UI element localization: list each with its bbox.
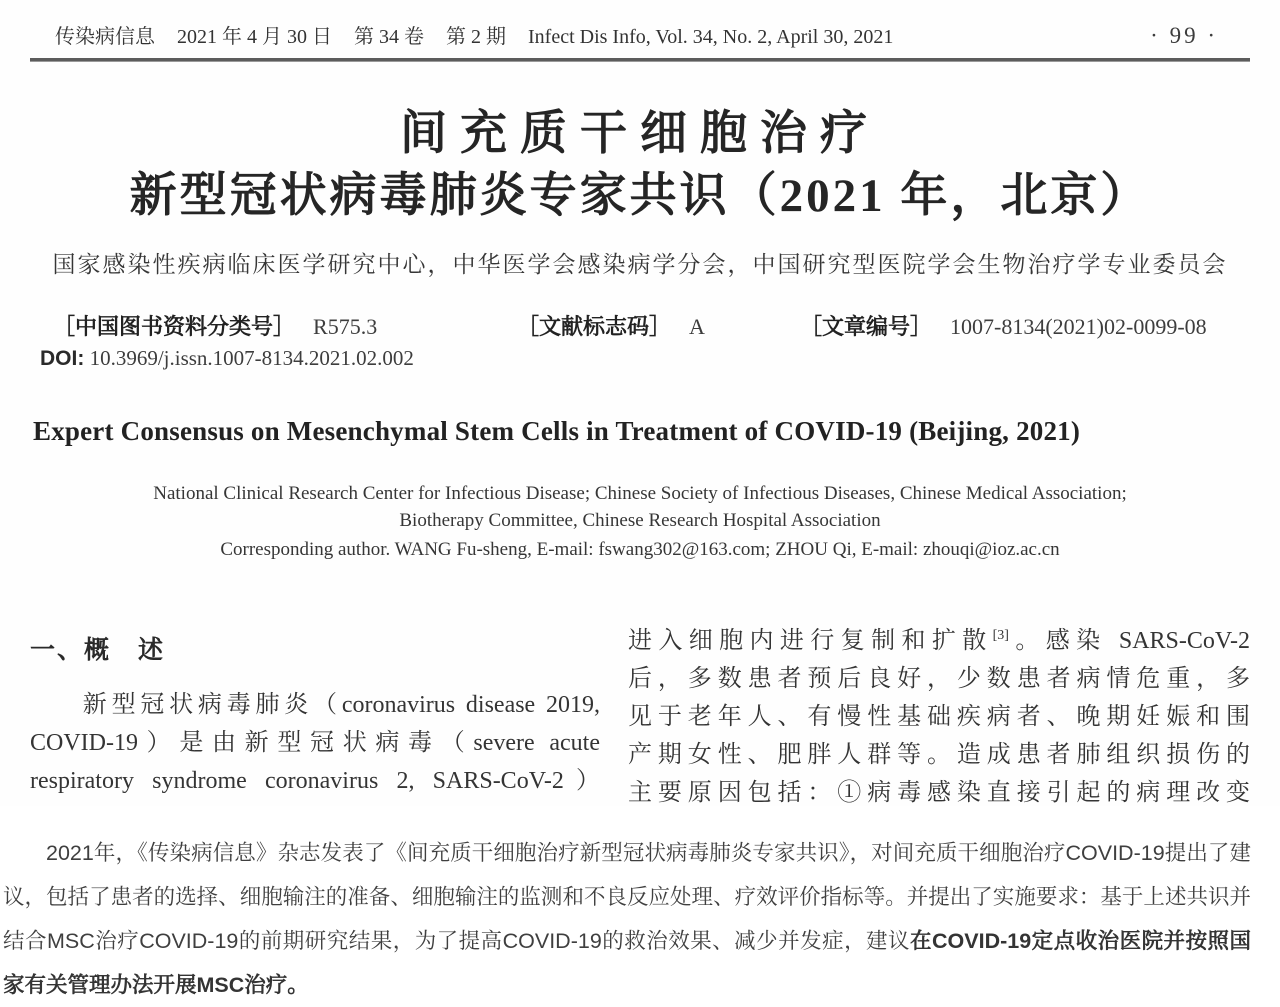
doi-line [40, 346, 414, 371]
doc-code-pair [517, 310, 705, 341]
article-id-pair [800, 310, 1207, 341]
affiliation-en-line2: Biotherapy Committee, Chinese Research Hospital Association [399, 510, 881, 531]
page-number: · 99 · [1150, 23, 1218, 48]
journal-title-en: Infect Dis Info, Vol. 34, No. 2, April 30, 2021 [528, 26, 894, 48]
article-title-cn-line1: 间充质干细胞治疗 [400, 108, 880, 160]
overview-left-column [30, 630, 600, 800]
journal-date: 2021 年 4 月 30 日 [177, 26, 332, 48]
body-text-line: COVID-19）是由新型冠状病毒（severe acute [30, 730, 600, 756]
journal-header [55, 20, 1240, 48]
doc-code-label: ［文献标志码］ [517, 314, 672, 339]
clipped-text-line-wrapper [628, 774, 1250, 806]
body-text-line: respiratory syndrome coronavirus 2, SARS-CoV-2） [30, 768, 600, 794]
summary-text: 2021年，《传染病信息》杂志发表了《间充质干细胞治疗新型冠状病毒肺炎专家共识》，对间充质干细胞治疗COVID-19提出了建议，包括了患者的选择、细胞输注的准备、细胞输注的监测和不良反应处理、疗效评价指标等。并提出了实施要求：基于上述共识并结合MSC治疗COVID-19的前期研究结果，为了提高COVID-19的救治效果、减少并发症，建议 [3, 841, 1251, 953]
body-text-segment: 。感染 SARS-CoV-2 [1008, 628, 1251, 654]
article-title-cn-line2: 新型冠状病毒肺炎专家共识（2021 年，北京） [129, 170, 1151, 222]
body-text-line: 产期女性、肥胖人群等。造成患者肺组织损伤的 [628, 742, 1250, 768]
header-divider [30, 58, 1250, 62]
doc-code-value: A [689, 314, 705, 339]
body-text-line: 后，多数患者预后良好，少数患者病情危重，多 [628, 666, 1250, 692]
journal-title-cn: 传染病信息 [55, 26, 155, 48]
journal-header-left [55, 20, 893, 49]
journal-volume: 第 34 卷 [354, 26, 424, 48]
overview-right-column [628, 622, 1251, 806]
clc-value: R575.3 [313, 314, 378, 339]
body-text-line: 见于老年人、有慢性基础疾病者、晚期妊娠和围 [628, 704, 1250, 730]
body-text-segment: 进入细胞内进行复制和扩散 [628, 628, 993, 654]
journal-issue: 第 2 期 [446, 26, 506, 48]
clc-pair [53, 310, 377, 341]
body-text-line-clipped: 主要原因包括：①病毒感染直接引起的病理改变 [628, 780, 1250, 806]
body-text-line [628, 622, 1250, 660]
body-text-line: 新型冠状病毒肺炎（coronavirus disease 2019, [82, 692, 600, 718]
summary-paragraph [3, 831, 1251, 1007]
corresponding-author: Corresponding author. WANG Fu-sheng, E-mail: fswang302@163.com; ZHOU Qi, E-mail: zhouqi@ioz.ac.cn [220, 539, 1060, 560]
affiliation-en-line1: National Clinical Research Center for Infectious Disease; Chinese Society of Infectious Diseases, Chinese Medical Association; [153, 483, 1127, 504]
meta-line [0, 310, 1280, 340]
article-id-label: ［文章编号］ [800, 314, 933, 339]
clc-label: ［中国图书资料分类号］ [53, 314, 296, 339]
summary-text-bold: 在COVID-19定点收治医院并按照国家有关管理办法开展MSC治疗。 [3, 929, 1252, 997]
affiliation-cn: 国家感染性疾病临床医学研究中心，中华医学会感染病学分会，中国研究型医院学会生物治疗学专业委员会 [52, 252, 1228, 277]
doi-label: DOI: [40, 347, 85, 370]
article-id-value: 1007-8134(2021)02-0099-08 [950, 314, 1207, 339]
article-title-en: Expert Consensus on Mesenchymal Stem Cells in Treatment of COVID-19 (Beijing, 2021) [33, 416, 1081, 446]
footnote-ref-3: [3] [992, 628, 1009, 643]
doi-value: 10.3969/j.issn.1007-8134.2021.02.002 [89, 346, 414, 370]
section-heading-overview: 一、概 述 [30, 637, 166, 664]
